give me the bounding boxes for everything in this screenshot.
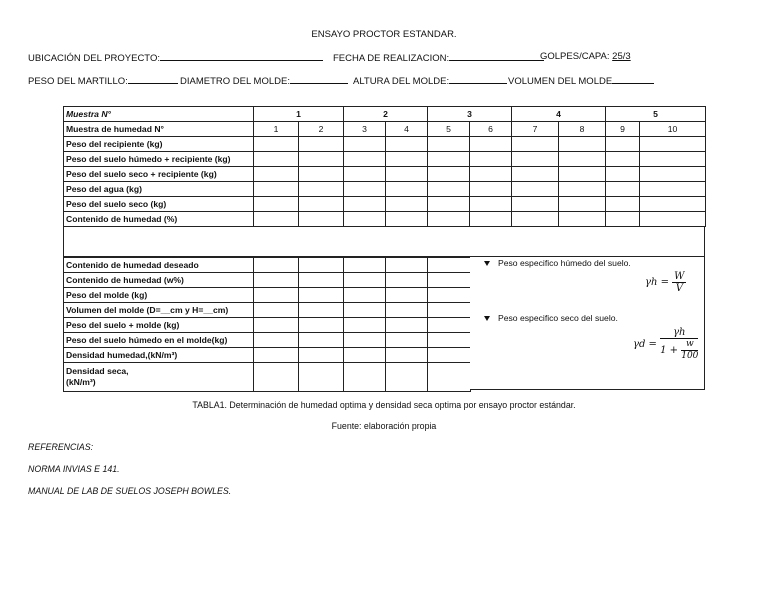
golpes-value[interactable]: 25/3 [612,51,631,62]
densidad-seca-line1: Densidad seca, [66,366,129,376]
humedad-number: 8 [559,122,606,137]
table-source: Fuente: elaboración propia [331,421,437,431]
table-cell[interactable] [559,212,606,227]
table-row [64,182,706,197]
golpes-label: GOLPES/CAPA: [540,51,610,62]
table-cell[interactable] [606,182,640,197]
table-cell[interactable] [299,288,344,303]
table-cell[interactable] [428,182,470,197]
table-cell[interactable] [344,258,386,273]
humedad-number: 1 [254,122,299,137]
table-row [64,333,471,348]
table-cell[interactable] [254,197,299,212]
table-caption: TABLA1. Determinación de humedad optima y densidad seca optima por ensayo proctor estándar. [192,400,576,410]
humedad-number: 2 [299,122,344,137]
row-label: Peso del suelo húmedo + recipiente (kg) [64,152,254,167]
humedad-number: 9 [606,122,640,137]
table-cell[interactable] [512,167,559,182]
table-cell[interactable] [428,258,471,273]
fecha-field [333,51,544,64]
muestra-group: 4 [512,107,606,122]
table-cell[interactable] [386,273,428,288]
table-cell[interactable] [254,348,299,363]
humedad-number: 4 [386,122,428,137]
table-cell[interactable] [606,212,640,227]
table-row [64,197,706,212]
table-row [64,167,706,182]
table-cell[interactable] [386,348,428,363]
table-cell[interactable] [386,167,428,182]
wet-weight-formula [645,271,686,294]
humedad-number: 6 [470,122,512,137]
table-cell[interactable] [386,212,428,227]
diametro-label: DIAMETRO DEL MOLDE: [180,76,290,87]
table-row [64,303,471,318]
table-cell[interactable] [344,348,386,363]
table-cell[interactable] [344,167,386,182]
row-label: Volumen del molde (D=__cm y H=__cm) [64,303,254,318]
diametro-field [180,74,348,87]
table-cell[interactable] [299,212,344,227]
table-cell[interactable] [470,212,512,227]
table-cell[interactable] [299,363,344,392]
row-label: Contenido de humedad deseado [64,258,254,273]
table-cell[interactable] [254,333,299,348]
row-label: Contenido de humedad (%) [64,212,254,227]
table-cell[interactable] [559,197,606,212]
muestra-group: 5 [606,107,706,122]
muestra-label: Muestra N° [64,107,254,122]
table-cell[interactable] [254,167,299,182]
table-cell[interactable] [428,273,471,288]
table-row [64,152,706,167]
table-cell[interactable] [470,182,512,197]
table-cell[interactable] [559,182,606,197]
table-cell[interactable] [512,197,559,212]
table-cell[interactable] [254,318,299,333]
table-cell[interactable] [299,258,344,273]
table-cell[interactable] [344,333,386,348]
table-row [64,288,471,303]
table-cell[interactable] [299,333,344,348]
table-cell[interactable] [344,318,386,333]
table-cell[interactable] [559,137,606,152]
formula-denominator: V [675,283,683,294]
row-label: Peso del suelo húmedo en el molde(kg) [64,333,254,348]
table-cell[interactable] [254,273,299,288]
peso-martillo-field [28,74,178,87]
table-cell[interactable] [512,137,559,152]
peso-martillo-label: PESO DEL MARTILLO: [28,76,128,87]
row-label-densidad-seca [64,363,254,392]
row-label: Peso del agua (kg) [64,182,254,197]
table-cell[interactable] [640,212,706,227]
table-cell[interactable] [470,167,512,182]
humidity-table [63,106,706,227]
table-cell[interactable] [470,137,512,152]
row-label: Peso del suelo seco + recipiente (kg) [64,167,254,182]
reference-item: MANUAL DE LAB DE SUELOS JOSEPH BOWLES. [28,486,232,496]
formula-fraction [660,327,698,362]
altura-field [353,74,507,87]
fecha-label: FECHA DE REALIZACION: [333,53,450,64]
table-cell[interactable] [428,333,471,348]
table-cell[interactable] [640,197,706,212]
muestra-group: 3 [428,107,512,122]
table-cell[interactable] [606,167,640,182]
altura-blank[interactable] [449,74,507,84]
wet-weight-bullet [484,258,631,268]
table-row [64,258,471,273]
humedad-number: 7 [512,122,559,137]
table-cell[interactable] [386,303,428,318]
table-cell[interactable] [299,273,344,288]
altura-label: ALTURA DEL MOLDE: [353,76,450,87]
table-cell[interactable] [428,348,471,363]
table-cell[interactable] [299,182,344,197]
peso-martillo-blank[interactable] [128,74,178,84]
table-cell[interactable] [386,197,428,212]
formula-inner-numerator: w [681,339,698,351]
table-cell[interactable] [428,318,471,333]
golpes-field [540,51,631,62]
table-cell[interactable] [386,182,428,197]
table-cell[interactable] [344,273,386,288]
table-cell[interactable] [299,197,344,212]
formula-fraction [672,271,686,294]
table-cell[interactable] [428,303,471,318]
dry-weight-bullet [484,313,618,323]
table-row [64,107,706,122]
formula-den-prefix: 1 + [660,345,679,356]
table-cell[interactable] [386,258,428,273]
table-cell[interactable] [254,152,299,167]
table-cell[interactable] [254,137,299,152]
formula-inner-denominator: 100 [681,351,699,361]
table-cell[interactable] [344,303,386,318]
table-cell[interactable] [299,318,344,333]
wet-weight-label: Peso especifico húmedo del suelo. [498,258,631,268]
formula-lhs: γd = [633,339,657,350]
table-cell[interactable] [344,152,386,167]
table-row [64,363,471,392]
reference-item: NORMA INVIAS E 141. [28,464,120,474]
muestra-group: 2 [344,107,428,122]
table-cell[interactable] [299,348,344,363]
table-cell[interactable] [386,318,428,333]
table-cell[interactable] [386,152,428,167]
humedad-number: 3 [344,122,386,137]
fecha-blank[interactable] [449,51,544,61]
table-cell[interactable] [386,288,428,303]
table-cell[interactable] [254,288,299,303]
volumen-field [508,74,654,87]
table-cell[interactable] [512,182,559,197]
humedad-number: 10 [640,122,706,137]
table-row [64,318,471,333]
row-label: Peso del suelo + molde (kg) [64,318,254,333]
table-cell[interactable] [428,288,471,303]
table-cell[interactable] [386,363,428,392]
table-cell[interactable] [428,363,471,392]
ubicacion-field [28,51,323,64]
table-cell[interactable] [254,363,299,392]
table-cell[interactable] [640,182,706,197]
table-cell[interactable] [344,182,386,197]
table-cell[interactable] [428,212,470,227]
table-cell[interactable] [344,288,386,303]
table-row [64,122,706,137]
table-cell[interactable] [640,167,706,182]
table-cell[interactable] [344,137,386,152]
table-cell[interactable] [559,152,606,167]
table-cell[interactable] [606,137,640,152]
table-cell[interactable] [254,303,299,318]
volumen-label: VOLUMEN DEL MOLDE [508,76,613,87]
formula-denominator [660,339,698,362]
table-cell[interactable] [386,333,428,348]
density-table [63,257,471,392]
table-cell[interactable] [344,197,386,212]
row-label: Peso del molde (kg) [64,288,254,303]
table-cell[interactable] [559,167,606,182]
table-cell[interactable] [386,137,428,152]
formula-lhs: γh = [645,277,669,288]
humedad-number: 5 [428,122,470,137]
ubicacion-label: UBICACIÓN DEL PROYECTO: [28,53,160,64]
table-cell[interactable] [254,212,299,227]
diametro-blank[interactable] [290,74,348,84]
table-row [64,273,471,288]
table-cell[interactable] [254,258,299,273]
densidad-seca-line2: (kN/m³) [66,377,96,387]
row-label: Peso del suelo seco (kg) [64,197,254,212]
dry-weight-label: Peso especifico seco del suelo. [498,313,618,323]
table-cell[interactable] [470,152,512,167]
table-cell[interactable] [428,137,470,152]
humedad-label: Muestra de humedad N° [64,122,254,137]
references-heading: REFERENCIAS: [28,442,94,452]
bullet-arrow-icon [484,316,490,321]
document-title: ENSAYO PROCTOR ESTANDAR. [311,29,457,40]
table-cell[interactable] [299,167,344,182]
formula-numerator: γh [660,327,698,339]
table-cell[interactable] [254,182,299,197]
table-row [64,348,471,363]
table-cell[interactable] [299,303,344,318]
muestra-group: 1 [254,107,344,122]
table-cell[interactable] [606,197,640,212]
table-cell[interactable] [470,197,512,212]
row-label: Contenido de humedad (w%) [64,273,254,288]
formula-inner-fraction [681,339,698,362]
row-label: Peso del recipiente (kg) [64,137,254,152]
table-separator [63,226,705,257]
table-row [64,137,706,152]
table-cell[interactable] [606,152,640,167]
table-row [64,212,706,227]
table-cell[interactable] [512,212,559,227]
table-cell[interactable] [344,212,386,227]
table-cell[interactable] [640,137,706,152]
row-label: Densidad humedad,(kN/m³) [64,348,254,363]
table-cell[interactable] [344,363,386,392]
dry-weight-formula [633,327,698,362]
table-cell[interactable] [428,152,470,167]
table-cell[interactable] [428,197,470,212]
table-cell[interactable] [428,167,470,182]
table-cell[interactable] [299,137,344,152]
bullet-arrow-icon [484,261,490,266]
ubicacion-blank[interactable] [160,51,323,61]
table-cell[interactable] [640,152,706,167]
volumen-blank[interactable] [612,74,654,84]
table-cell[interactable] [512,152,559,167]
formula-numerator: W [674,271,685,282]
table-cell[interactable] [299,152,344,167]
